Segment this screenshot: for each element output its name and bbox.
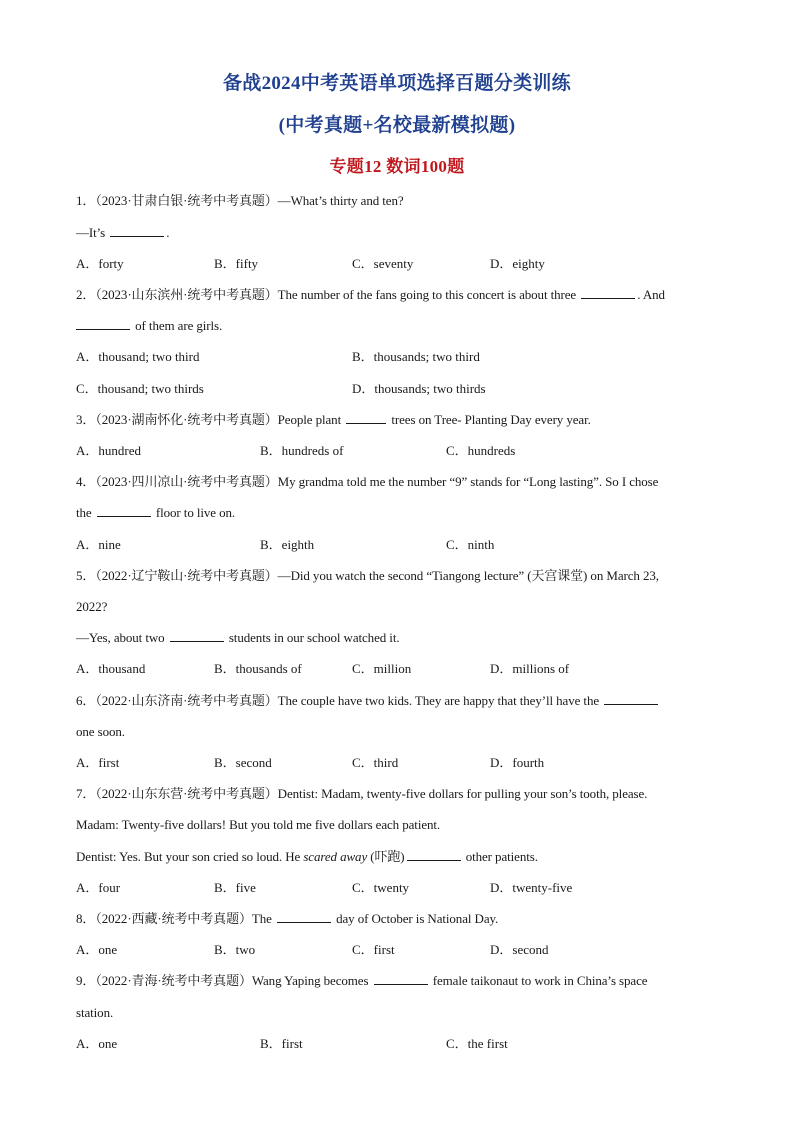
answer-blank	[581, 286, 635, 299]
question-7-option-b: B．five	[214, 880, 256, 895]
question-1-option-c: C．seventy	[352, 256, 414, 271]
question-3-option-c: C．hundreds	[446, 443, 516, 458]
question-5-option-b: B．thousands of	[214, 661, 302, 676]
question-4-option-a: A．nine	[76, 537, 121, 552]
question-5-option-d: D．millions of	[490, 661, 570, 676]
question-4-option-b: B．eighth	[260, 537, 315, 552]
question-3-stem: 3．（2023·湖南怀化·统考中考真题）People plant trees on Tree- Planting Day every year.	[76, 412, 591, 427]
question-7-option-c: C．twenty	[352, 880, 410, 895]
answer-blank	[76, 317, 130, 330]
question-7-stem: 7．（2022·山东东营·统考中考真题）Dentist: Madam, twenty-five dollars for pulling your son’s tooth, please.	[76, 786, 648, 801]
answer-blank	[407, 848, 461, 861]
document-title: 备战2024中考英语单项选择百题分类训练	[222, 73, 571, 94]
question-2-stem: 2．（2023·山东滨州·统考中考真题）The number of the fans going to this concert is about three . And	[76, 287, 665, 302]
question-6-option-b: B．second	[214, 755, 272, 770]
question-9-option-a: A．one	[76, 1036, 118, 1051]
question-4-line2: the floor to live on.	[76, 505, 236, 520]
question-7-line3: Dentist: Yes. But your son cried so loud. He scared away (吓跑) other patients.	[76, 849, 538, 864]
question-7-option-d: D．twenty-five	[490, 880, 573, 895]
topic-heading: 专题12 数词100题	[329, 157, 465, 176]
question-1-option-b: B．fifty	[214, 256, 259, 271]
question-9-option-b: B．first	[260, 1036, 303, 1051]
question-2-option-d: D．thousands; two thirds	[352, 381, 486, 396]
document-title-sub: (中考真题+名校最新模拟题)	[278, 115, 516, 136]
question-2-option-b: B．thousands; two third	[352, 349, 480, 364]
question-6-option-a: A．first	[76, 755, 120, 770]
question-9-stem: 9．（2022·青海·统考中考真题）Wang Yaping becomes female taikonaut to work in China’s space	[76, 973, 648, 988]
answer-blank	[110, 224, 164, 237]
question-9-option-c: C．the first	[446, 1036, 508, 1051]
answer-blank	[604, 692, 658, 705]
question-6-option-d: D．fourth	[490, 755, 545, 770]
question-8-option-a: A．one	[76, 942, 118, 957]
question-1-option-d: D．eighty	[490, 256, 545, 271]
question-8-option-c: C．first	[352, 942, 395, 957]
question-7-option-a: A．four	[76, 880, 121, 895]
question-5-stem: 5．（2022·辽宁鞍山·统考中考真题）—Did you watch the second “Tiangong lecture” (天宫课堂) on March 23,	[76, 568, 659, 583]
question-5-option-c: C．million	[352, 661, 412, 676]
question-6-option-c: C．third	[352, 755, 399, 770]
question-6-stem: 6．（2022·山东济南·统考中考真题）The couple have two kids. They are happy that they’ll have the	[76, 692, 716, 710]
question-3-option-a: A．hundred	[76, 443, 141, 458]
answer-blank	[277, 910, 331, 923]
answer-blank	[374, 972, 428, 985]
question-8-option-d: D．second	[490, 942, 549, 957]
question-2-option-a: A．thousand; two third	[76, 349, 200, 364]
answer-blank	[170, 629, 224, 642]
question-8-stem: 8．（2022·西藏·统考中考真题）The day of October is National Day.	[76, 911, 499, 926]
question-3-option-b: B．hundreds of	[260, 443, 344, 458]
question-1-stem: 1．（2023·甘肃白银·统考中考真题）—What’s thirty and ten?	[76, 193, 404, 208]
question-1-option-a: A．forty	[76, 256, 124, 271]
question-1-line2: —It’s .	[76, 225, 170, 240]
question-4-stem: 4．（2023·四川凉山·统考中考真题）My grandma told me the number “9” stands for “Long lasting”. So I chose	[76, 474, 659, 489]
question-2-line2: of them are girls.	[76, 317, 716, 335]
question-6-line2: one soon.	[76, 724, 125, 739]
answer-blank	[346, 411, 386, 424]
question-4-option-c: C．ninth	[446, 537, 495, 552]
answer-blank	[97, 504, 151, 517]
question-5-line3: —Yes, about two students in our school watched it.	[76, 630, 400, 645]
question-9-line2: station.	[76, 1005, 114, 1020]
question-5-option-a: A．thousand	[76, 661, 146, 676]
question-5-line2: 2022?	[76, 599, 108, 614]
question-2-option-c: C．thousand; two thirds	[76, 381, 204, 396]
question-7-line2: Madam: Twenty-five dollars! But you told me five dollars each patient.	[76, 817, 441, 832]
question-8-option-b: B．two	[214, 942, 256, 957]
